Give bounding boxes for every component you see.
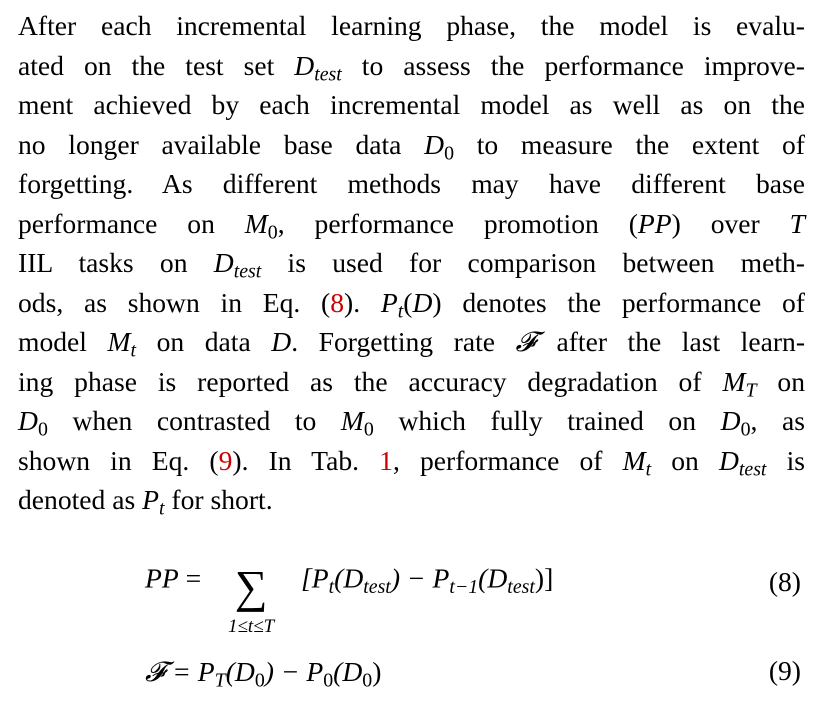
table-ref-link[interactable]: 1 <box>379 444 393 476</box>
text-line: $D_0$ when contrasted to $M_0$ which fully trained on $D_0$, as <box>18 405 806 441</box>
equation-ref-link[interactable]: 9 <box>218 444 233 476</box>
text-line: denoted as $P_t$ for short. <box>18 484 273 520</box>
summation-limit: 1≤t≤T <box>227 616 275 637</box>
text-line: IIL tasks on $D_{test}$ is used for comparison between meth- <box>18 247 805 283</box>
equation-number-8: (8) <box>768 566 801 597</box>
text-line: After each incremental learning phase, the model is evalu- <box>18 10 805 41</box>
text-line: model $M_t$ on data D. Forgetting rate 𝓕 after the last learn- <box>18 325 806 362</box>
text-line: ated on the test set $D_{test}$ to assess the performance improve- <box>18 49 805 86</box>
text-line: ods, as shown in Eq. (8). $P_t(D)$ denotes the performance of <box>18 286 805 323</box>
text-line: performance on $M_0$, performance promotion (PP) over T <box>18 207 805 244</box>
math-var: D <box>294 49 315 81</box>
text-line: shown in Eq. (9). In Tab. 1, performance of $M_t$ on $D_{test}$ is <box>18 444 805 481</box>
text-line: ing phase is reported as the accuracy degradation of $M_T$ on <box>18 365 805 402</box>
equation-9: 𝓕 = $P_T(D_0) - P_0(D_0)$ <box>145 655 382 692</box>
text-line: ment achieved by each incremental model as well as on the <box>18 89 805 120</box>
equation-ref-link[interactable]: 8 <box>330 286 345 318</box>
equation-number-9: (9) <box>768 655 801 686</box>
body-paragraph <box>18 6 805 520</box>
summation-symbol: ∑ 1≤t≤T <box>227 561 275 637</box>
equation-8: PP = ∑ 1≤t≤T $[P_t(D_{test}) - P_{t-1}(D_{test})]$ <box>145 558 553 604</box>
text-line: forgetting. As different methods may have different base <box>18 168 805 199</box>
text-line: no longer available base data $D_0$ to measure the extent of <box>18 128 805 165</box>
